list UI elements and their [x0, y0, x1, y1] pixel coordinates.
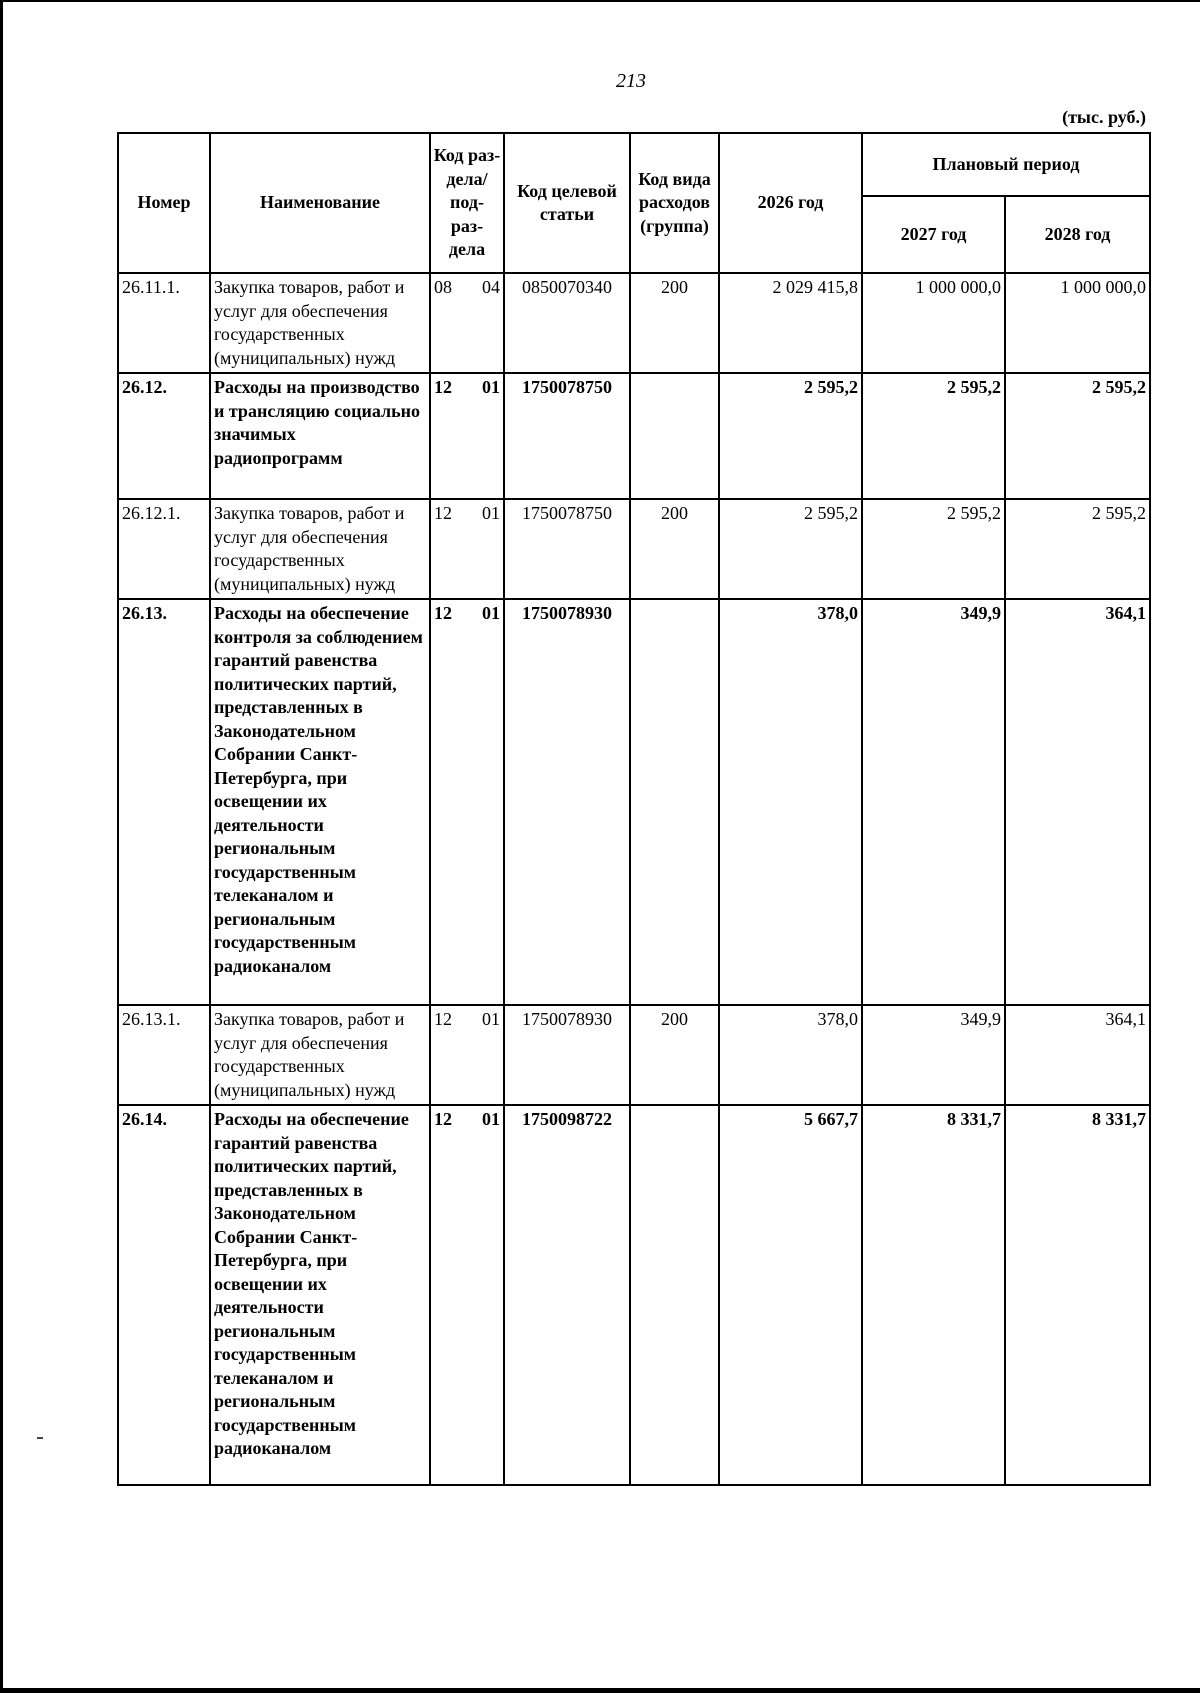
row-expense-type — [630, 1105, 719, 1485]
row-2027: 2 595,2 — [862, 373, 1005, 499]
row-number: 26.12. — [118, 373, 210, 499]
header-target-code: Код целевой статьи — [504, 133, 630, 273]
subsection-value: 01 — [482, 1109, 500, 1129]
row-target-code: 1750078750 — [504, 373, 630, 499]
table-row — [118, 599, 1150, 1005]
row-name: Расходы на обеспечение контроля за соблюдением гарантий равенства политических партий, представленных в Законодательном Собрании Санкт-Петербурга, при освещении их деятельности региональным государственным телеканалом и региональным государственным радиоканалом — [210, 599, 430, 1005]
subsection-value: 01 — [482, 377, 500, 397]
scan-frame-left — [0, 0, 3, 1693]
row-2028: 2 595,2 — [1005, 373, 1150, 499]
row-2028: 364,1 — [1005, 1005, 1150, 1105]
row-number: 26.13. — [118, 599, 210, 1005]
section-value: 12 — [434, 1109, 452, 1129]
table-row — [118, 1105, 1150, 1485]
row-2026: 2 595,2 — [719, 373, 862, 499]
row-name: Закупка товаров, работ и услуг для обеспечения государственных (муниципальных) нужд — [210, 499, 430, 599]
table-row — [118, 273, 1150, 373]
row-number: 26.14. — [118, 1105, 210, 1485]
row-target-code: 0850070340 — [504, 273, 630, 373]
row-section-code — [430, 1005, 504, 1105]
section-value: 12 — [434, 1009, 452, 1029]
row-number: 26.12.1. — [118, 499, 210, 599]
row-target-code: 1750098722 — [504, 1105, 630, 1485]
row-name: Закупка товаров, работ и услуг для обеспечения государственных (муниципальных) нужд — [210, 273, 430, 373]
header-row-1 — [118, 133, 1150, 196]
units-label: (тыс. руб.) — [1062, 107, 1146, 127]
section-value: 12 — [434, 503, 452, 523]
row-2026: 378,0 — [719, 599, 862, 1005]
section-value: 12 — [434, 377, 452, 397]
row-2026: 2 595,2 — [719, 499, 862, 599]
row-expense-type: 200 — [630, 499, 719, 599]
header-name: Наименование — [210, 133, 430, 273]
row-section-code — [430, 599, 504, 1005]
page-number: 213 — [616, 70, 646, 92]
subsection-value: 01 — [482, 603, 500, 623]
row-2028: 8 331,7 — [1005, 1105, 1150, 1485]
table-row — [118, 373, 1150, 499]
subsection-value: 04 — [482, 277, 500, 297]
row-section-code — [430, 273, 504, 373]
row-target-code: 1750078750 — [504, 499, 630, 599]
subsection-value: 01 — [482, 1009, 500, 1029]
row-number: 26.13.1. — [118, 1005, 210, 1105]
row-2028: 1 000 000,0 — [1005, 273, 1150, 373]
row-expense-type: 200 — [630, 273, 719, 373]
header-year-2026: 2026 год — [719, 133, 862, 273]
row-expense-type — [630, 373, 719, 499]
scan-artifact — [37, 1437, 43, 1439]
row-2027: 1 000 000,0 — [862, 273, 1005, 373]
row-2027: 349,9 — [862, 599, 1005, 1005]
row-2026: 378,0 — [719, 1005, 862, 1105]
section-value: 08 — [434, 277, 452, 297]
row-section-code — [430, 499, 504, 599]
row-2026: 2 029 415,8 — [719, 273, 862, 373]
header-expense-type: Код вида расходов (группа) — [630, 133, 719, 273]
row-number: 26.11.1. — [118, 273, 210, 373]
row-target-code: 1750078930 — [504, 1005, 630, 1105]
header-number: Номер — [118, 133, 210, 273]
row-name: Расходы на обеспечение гарантий равенства политических партий, представленных в Законодательном Собрании Санкт-Петербурга, при освещении их деятельности региональным государственным телеканалом и региональным государственным радиоканалом — [210, 1105, 430, 1485]
row-name: Расходы на производство и трансляцию социально значимых радиопрограмм — [210, 373, 430, 499]
row-2027: 349,9 — [862, 1005, 1005, 1105]
table-row — [118, 499, 1150, 599]
row-section-code — [430, 373, 504, 499]
row-section-code — [430, 1105, 504, 1485]
header-year-2027: 2027 год — [862, 196, 1005, 273]
row-expense-type — [630, 599, 719, 1005]
header-planned-period: Плановый период — [862, 133, 1150, 196]
row-expense-type: 200 — [630, 1005, 719, 1105]
row-2027: 2 595,2 — [862, 499, 1005, 599]
subsection-value: 01 — [482, 503, 500, 523]
row-target-code: 1750078930 — [504, 599, 630, 1005]
row-2028: 2 595,2 — [1005, 499, 1150, 599]
row-name: Закупка товаров, работ и услуг для обеспечения государственных (муниципальных) нужд — [210, 1005, 430, 1105]
row-2027: 8 331,7 — [862, 1105, 1005, 1485]
row-2026: 5 667,7 — [719, 1105, 862, 1485]
scan-frame-bottom — [0, 1688, 1200, 1693]
header-year-2028: 2028 год — [1005, 196, 1150, 273]
budget-table — [117, 132, 1151, 1486]
header-section-code: Код раз- дела/ под- раз- дела — [430, 133, 504, 273]
table-row — [118, 1005, 1150, 1105]
row-2028: 364,1 — [1005, 599, 1150, 1005]
section-value: 12 — [434, 603, 452, 623]
scan-frame-top — [0, 0, 1200, 2]
